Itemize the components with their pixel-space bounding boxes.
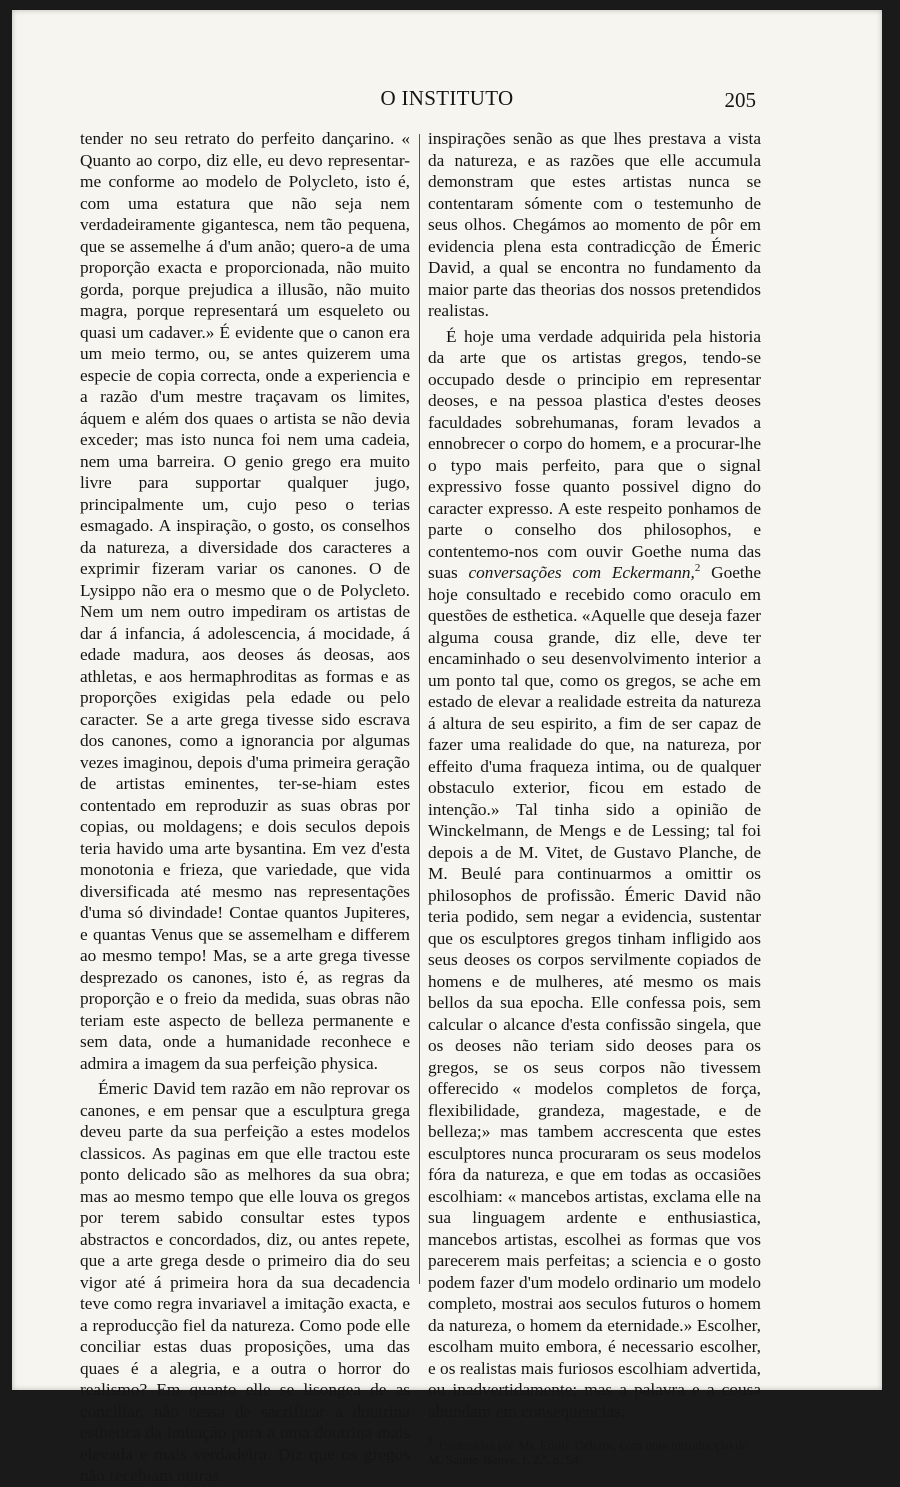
footnote-mark: 2 (428, 1436, 433, 1447)
book-page (12, 10, 882, 1485)
running-title: O INSTITUTO (380, 86, 514, 110)
left-paragraph-1: tender no seu retrato do perfeito dançarino. « Quanto ao corpo, diz elle, eu devo representar-me conforme ao modelo de Polycleto, isto é, com uma estatura que não seja nem verdadeiramente gigantesca, nem tão pequena, que se assemelhe á d'um anão; quero-a de uma proporção exacta e proporcionada, não muito gorda, porque prejudica a illusão, não muito magra, porque representará um esqueleto ou quasi um cadaver.» É evidente que o canon era um meio termo, ou, se antes quizerem uma especie de copia correcta, onde a experiencia e a razão d'um mestre traçavam os limites, áquem e além dos quaes o artista se não devia exceder; mas isto nunca foi nem uma cadeia, nem uma barreira. O genio grego era muito livre para supportar qualquer jugo, principalmente um, cujo peso o terias esmagado. A inspiração, o gosto, os conselhos da natureza, a diversidade dos caracteres a exprimir fizeram variar os canones. O de Lysippo não era o mesmo que o de Polycleto. Nem um nem outro impediram os artistas de dar á infancia, á adolescencia, á mocidade, á edade madura, aos deoses ás deosas, aos athletas, e aos hermaphroditas as formas e as proporções exigidas pela edade ou pelo caracter. Se a arte grega tivesse sido escrava dos canones, como a ignorancia por algumas vezes imaginou, depois d'uma primeira geração de artistas eminentes, ter-se-hiam estes contentado em reproduzir as suas obras por copias, ou moldagens; e dois seculos depois teria havido uma arte bysantina. Em vez d'esta monotonia e frieza, que variedade, que vida diversificada até mesmo nas representações d'uma só divindade! Contae quantos Jupiteres, e quantas Venus que se assemelham e differem ao mesmo tempo! Mas, se a arte grega tivesse desprezado os canones, isto é, as regras da proporção e o freio da medida, suas obras não teriam este aspecto de belleza permanente e sem data, onde a humanidade reconhece e admira a imagem da sua perfeição physica. (80, 129, 410, 1073)
right-paragraph-2-text-a: É hoje uma verdade adquirida pela historia da arte que os artistas gregos, tendo-se occupado desde o principio em representar deoses, e na pessoa plastica d'estes deoses faculdades sobrehumanas, foram levados a ennobrecer o corpo do homem, e a procurar-lhe o typo mais perfeito, para que o signal expressivo fosse quanto possivel digno do caracter expresso. A este respeito ponhamos de parte o conselho dos philosophos, e contentemo-nos com ouvir Goethe numa das suas (428, 326, 761, 582)
right-paragraph-1: inspirações senão as que lhes prestava a vista da natureza, e as razões que elle accumula demonstram que estes artistas nunca se contentaram sómente com o testemunho de seus olhos. Chegámos ao momento de pôr em evidencia plena esta contradicção de Émeric David, a qual se encontra no fundamento da maior parte das theorias dos nossos pretendidos realistas. (428, 129, 761, 320)
footnote-text: Traduzidas por Mr. Émile Délerot, com uma introducção de M. Sainte-Beuve, t. 2.º, p. 54. (428, 1437, 748, 1468)
right-paragraph-2-text-b: Goethe hoje consultado e recebido como oraculo em questões de esthetica. «Aquelle que deseja fazer alguma cousa grande, diz elle, deve ter encaminhado o seu desenvolvimento interior a um ponto tal que, como os gregos, se ache em estado de elevar a realidade estreita da natureza á altura de seu espirito, a fim de ser capaz de fazer uma realidade do que, na natureza, por effeito d'uma fraqueza intima, ou de qualquer obstaculo exterior, ficou em estado de intenção.» Tal tinha sido a opinião de Winckelmann, de Mengs e de Lessing; tal foi depois a de M. Vitet, de Gustavo Planche, de M. Beulé para continuarmos a omittir os philosophos de profissão. Émeric David não teria podido, sem negar a evidencia, sustentar que os esculptores gregos tinham infligido aos seus deoses os corpos servilmente copiados de homens e de mulheres, até mesmo os mais bellos da sua epocha. Elle confessa pois, sem calcular o alcance d'esta confissão singela, que os deoses não teriam sido deoses para os gregos, se os seus corpos não tivessem offerecido « modelos completos de força, flexibilidade, grandeza, magestade, e de belleza;» mas tambem accrescenta que estes esculptores nunca procuraram os seus modelos fóra da natureza, e que em todas as occasiões escolhiam: « mancebos artistas, exclama elle na sua linguagem ardente e enthusiastica, mancebos artistas, escolhei as formas que vos parecerem mais perfeitas; a sciencia e o gosto podem fazer d'um modelo ordinario um modelo completo, mostrai aos seculos futuros o homem da natureza, o homem da eternidade.» Escolher, escolham muito embora, é necessario escolher, e os realistas mais furiosos escolhiam advertida, ou inadvertidamente; mas a palavra e a cousa abundam em consequencias, (428, 563, 761, 1421)
page-header (12, 86, 882, 118)
right-column (428, 128, 761, 1467)
column-divider (419, 134, 420, 1284)
left-paragraph-2: Émeric David tem razão em não reprovar os canones, e em pensar que a esculptura grega deveu parte da sua perfeição a estes modelos classicos. As paginas em que elle tractou este ponto delicado são as melhores da sua obra; mas ao mesmo tempo que elle louva os gregos por terem sabido consultar estes typos abstractos e concordados, diz, ou antes repete, que a arte grega desde o primeiro dia do seu vigor até á primeira hora da sua decadencia teve como regra invariavel a imitação exacta, e a reproducção fiel da natureza. Como pode elle conciliar estas duas proposições, uma das quaes é a alegria, e a outra o horror do realismo? Em quanto elle se lisongea de as conciliar, não cessa de sacrificar a doutrina esthetica da imitação pura a uma doutrina mais elevada e mais verdadeira. Diz que os gregos não recebiam outras (80, 1079, 410, 1485)
footnote-reference: 2 (694, 562, 701, 575)
page-number: 205 (724, 88, 756, 112)
right-paragraph-2 (428, 326, 761, 1423)
left-column (80, 128, 410, 1487)
cited-work-title: conversações com Eckermann, (468, 563, 695, 582)
footnote (428, 1434, 761, 1467)
